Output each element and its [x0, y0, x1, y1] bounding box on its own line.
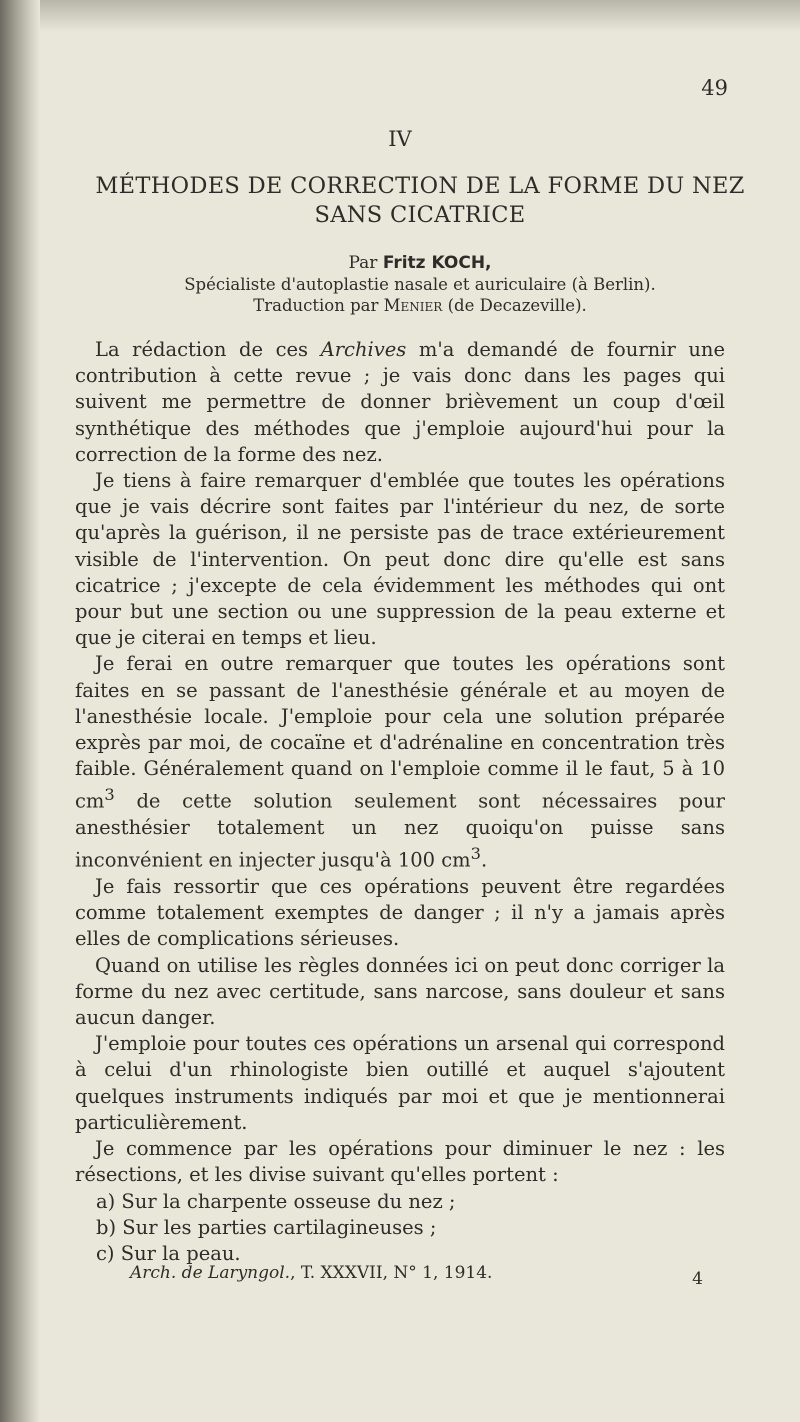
page-top-shadow — [0, 0, 800, 32]
translator-line — [40, 296, 800, 315]
journal-citation — [130, 1263, 492, 1283]
page-number: 49 — [701, 76, 728, 100]
author-name: Fritz KOCH, — [382, 253, 492, 273]
p3-text-c: . — [481, 848, 488, 872]
paragraph-2: Je tiens à faire remarquer d'emblée que toutes les opérations que je vais décrire sont faites par l'intérieur du nez, de sorte qu'après la guérison, il ne persiste pas de trace extérieurement visible de l'intervention. On peut donc dire qu'elle est sans cicatrice ; j'excepte de cela évidemment les méthodes qui ont pour but une section ou une suppression de la peau externe et que je citerai en temps et lieu. — [75, 469, 725, 650]
paragraph-5: Quand on utilise les règles données ici on peut donc corriger la forme du nez avec certitude, sans narcose, sans douleur et sans aucun danger. — [75, 953, 725, 1030]
signature-mark: 4 — [692, 1269, 703, 1289]
p3-text-b: de cette solution seulement sont nécessaires pour anesthésier totalement un nez quoiqu'on puisse sans inconvénient en injecter jusqu'à 100 cm — [75, 789, 725, 872]
journal-name-italic: Archives — [320, 338, 407, 361]
paragraph-6: J'emploie pour toutes ces opérations un arsenal qui correspond à celui d'un rhinologiste bien outillé et auquel s'ajoutent quelques instruments indiqués par moi et que je mentionnerai particulièrement. — [75, 1032, 725, 1134]
paragraph-7: Je commence par les opérations pour diminuer le nez : les résections, et les divise suivant qu'elles portent : — [75, 1137, 725, 1187]
book-binding-edge — [0, 0, 40, 1422]
translator-name: Menier — [383, 296, 443, 315]
p1-text-end: m'a demandé de fournir une contribution à cette revue ; je vais donc dans les pages qui suivent me permettre de donner brièvement un coup d'œil synthétique des méthodes que j'emploie aujourd'hui pour la correction de la forme des nez. — [75, 338, 726, 466]
journal-citation-rest: , T. XXXVII, N° 1, 1914. — [290, 1263, 493, 1283]
paragraph-1 — [75, 337, 725, 468]
translator-location: (de Decazeville). — [447, 296, 587, 315]
paragraph-4: Je fais ressortir que ces opérations peuvent être regardées comme totalement exemptes de danger ; il n'y a jamais après elles de complications sérieuses. — [75, 875, 725, 951]
superscript-1: 3 — [104, 785, 115, 805]
author-line — [40, 253, 800, 273]
list-item: c) Sur la peau. — [96, 1241, 241, 1265]
resection-list — [75, 1189, 725, 1268]
article-body — [75, 337, 725, 1267]
title-line-1: MÉTHODES DE CORRECTION DE LA FORME DU NEZ — [95, 173, 745, 199]
paragraph-3 — [75, 651, 725, 874]
superscript-2: 3 — [470, 844, 482, 864]
author-prefix: Par — [348, 253, 378, 273]
section-number: IV — [388, 127, 412, 151]
article-title — [40, 172, 800, 230]
list-item: a) Sur la charpente osseuse du nez ; — [96, 1189, 456, 1213]
list-item: b) Sur les parties cartilagineuses ; — [96, 1215, 437, 1239]
title-line-2: SANS CICATRICE — [314, 202, 526, 228]
translation-prefix: Traduction par — [253, 296, 379, 315]
journal-citation-italic: Arch. de Laryngol. — [130, 1263, 291, 1283]
p3-text-a: Je ferai en outre remarquer que toutes les opérations sont faites en se passant de l'anesthésie générale et au moyen de l'anesthésie locale. J'emploie pour cela une solution préparée exprès par moi, de cocaïne et d'adrénaline en concentration très faible. Généralement quand on l'emploie comme il le faut, 5 à 10 cm — [75, 652, 725, 813]
p1-text-start: La rédaction de ces — [95, 338, 321, 361]
author-affiliation: Spécialiste d'autoplastie nasale et auriculaire (à Berlin). — [184, 275, 656, 294]
